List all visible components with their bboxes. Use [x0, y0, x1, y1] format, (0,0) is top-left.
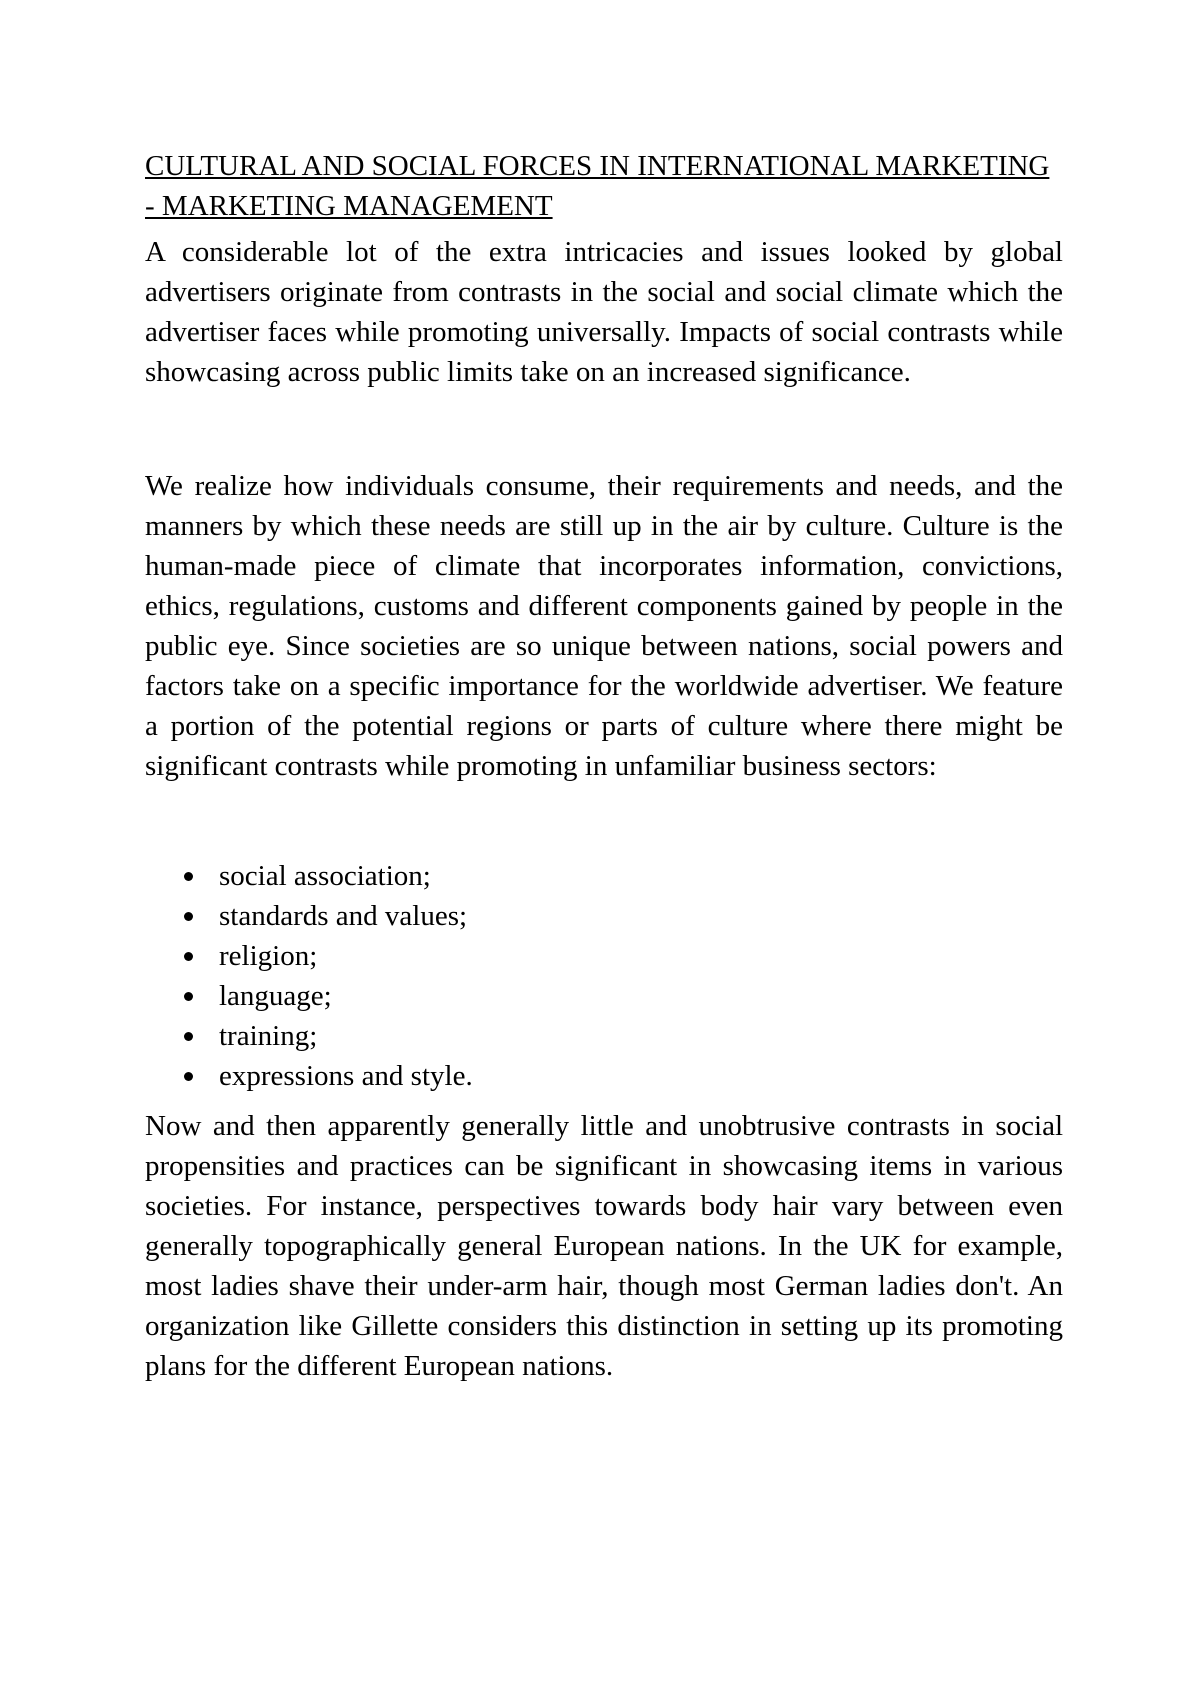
list-item: expressions and style. — [145, 1056, 1063, 1096]
paragraph-intro: A considerable lot of the extra intricacies and issues looked by global advertisers originate from contrasts in the social and social climate which the advertiser faces while promoting universally. Impacts of social contrasts while showcasing across public limits take on an increased significance. — [145, 236, 1063, 388]
bullet-icon — [184, 1072, 193, 1081]
list-item: religion; — [145, 936, 1063, 976]
list-item: training; — [145, 1016, 1063, 1056]
culture-factors-list — [145, 856, 1063, 1096]
list-spacer — [145, 786, 1063, 856]
list-end-spacer — [145, 1096, 1063, 1106]
bullet-icon — [184, 912, 193, 921]
document-page — [145, 146, 1063, 1386]
bullet-icon — [184, 992, 193, 1001]
document-title: CULTURAL AND SOCIAL FORCES IN INTERNATIONAL MARKETING - MARKETING MANAGEMENT — [145, 150, 1050, 222]
bullet-icon — [184, 952, 193, 961]
paragraph-spacer — [145, 392, 1063, 466]
list-item: social association; — [145, 856, 1063, 896]
bullet-icon — [184, 872, 193, 881]
bullet-icon — [184, 1032, 193, 1041]
paragraph-example: Now and then apparently generally little and unobtrusive contrasts in social propensities and practices can be significant in showcasing items in various societies. For instance, perspectives towards body hair vary between even generally topographically general European nations. In the UK for example, most ladies shave their under-arm hair, though most German ladies don't. An organization like Gillette considers this distinction in setting up its promoting plans for the different European nations. — [145, 1110, 1063, 1382]
paragraph-culture: We realize how individuals consume, their requirements and needs, and the manners by which these needs are still up in the air by culture. Culture is the human-made piece of climate that incorporates information, convictions, ethics, regulations, customs and different components gained by people in the public eye. Since societies are so unique between nations, social powers and factors take on a specific importance for the worldwide advertiser. We feature a portion of the potential regions or parts of culture where there might be significant contrasts while promoting in unfamiliar business sectors: — [145, 470, 1063, 782]
list-item: standards and values; — [145, 896, 1063, 936]
list-item: language; — [145, 976, 1063, 1016]
